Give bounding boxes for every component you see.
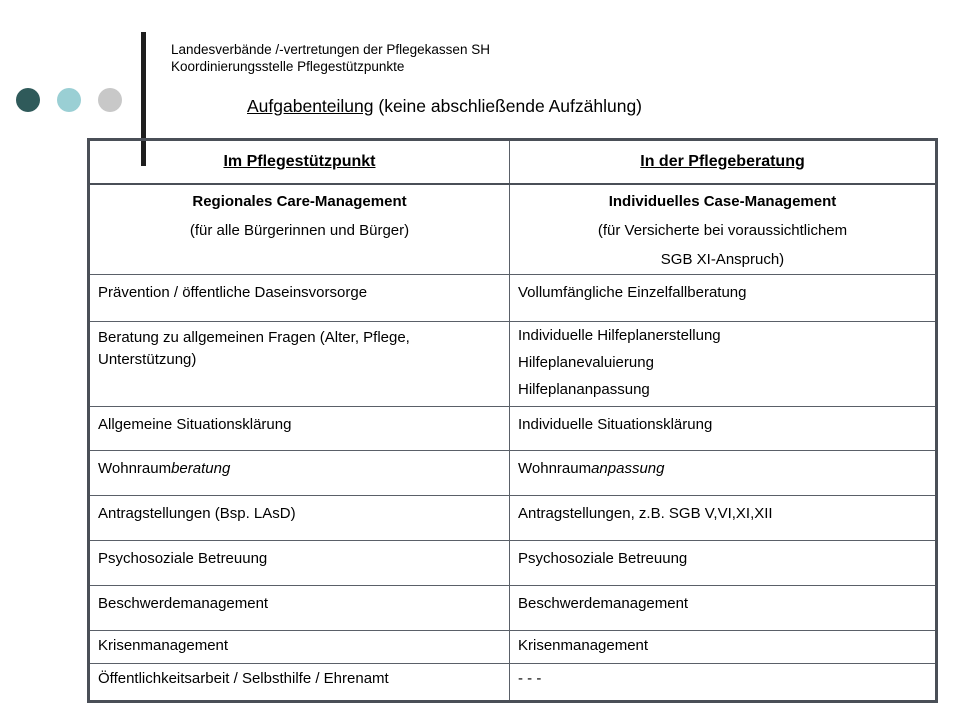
table-cell xyxy=(89,586,510,631)
cell-care-management xyxy=(89,184,510,275)
table-header-row xyxy=(89,140,937,185)
table-cell xyxy=(89,407,510,451)
cell-subtitle: (für alle Bürgerinnen und Bürger) xyxy=(189,222,410,239)
table-row xyxy=(89,586,937,631)
cell-text: Psychosoziale Betreuung xyxy=(98,550,268,567)
table-cell xyxy=(510,322,937,407)
cell-text: Antragstellungen, z.B. SGB V,VI,XI,XII xyxy=(518,505,773,522)
table-row xyxy=(89,322,937,407)
table-cell xyxy=(510,541,937,586)
cell-text-italic: anpassung xyxy=(591,460,665,477)
task-division-table xyxy=(87,138,938,703)
org-line-1: Landesverbände /-vertretungen der Pflegekassen SH xyxy=(171,42,490,57)
cell-text: Prävention / öffentliche Daseinsvorsorge xyxy=(98,284,368,301)
cell-text: Krisenmanagement xyxy=(518,637,649,654)
table-cell xyxy=(510,496,937,541)
title-underlined: Aufgabenteilung xyxy=(247,96,374,116)
cell-text: Wohnraum xyxy=(518,460,592,477)
table-cell xyxy=(89,631,510,664)
cell-text: Unterstützung) xyxy=(98,351,197,368)
cell-text: Beschwerdemanagement xyxy=(98,595,269,612)
decor-dot-gray xyxy=(98,88,122,112)
table-row xyxy=(89,407,937,451)
cell-case-management xyxy=(510,184,937,275)
table-cell xyxy=(89,275,510,322)
cell-text-italic: beratung xyxy=(171,460,231,477)
col-header-pflegestuetzpunkt: Im Pflegestützpunkt xyxy=(89,140,510,185)
table-cell xyxy=(89,541,510,586)
cell-subtitle: SGB XI-Anspruch) xyxy=(660,251,785,268)
table-cell xyxy=(89,496,510,541)
cell-text: Krisenmanagement xyxy=(98,637,229,654)
cell-title: Regionales Care-Management xyxy=(192,193,407,210)
table-row xyxy=(89,275,937,322)
table-cell xyxy=(510,631,937,664)
cell-text: Antragstellungen (Bsp. LAsD) xyxy=(98,505,296,522)
table-cell xyxy=(89,322,510,407)
cell-text: - - - xyxy=(518,670,542,687)
table-cell xyxy=(510,451,937,496)
table-row xyxy=(89,184,937,275)
cell-subtitle: (für Versicherte bei voraussichtlichem xyxy=(597,222,848,239)
table-cell xyxy=(510,275,937,322)
organization-header xyxy=(171,41,490,75)
table-cell xyxy=(510,586,937,631)
cell-text: Öffentlichkeitsarbeit / Selbsthilfe / Ehrenamt xyxy=(98,670,389,687)
table-row xyxy=(89,541,937,586)
org-line-2: Koordinierungsstelle Pflegestützpunkte xyxy=(171,59,405,74)
cell-text: Beschwerdemanagement xyxy=(518,595,689,612)
table-row xyxy=(89,664,937,702)
cell-text: Wohnraum xyxy=(98,460,172,477)
cell-text: Hilfeplanevaluierung xyxy=(518,354,654,371)
cell-text: Psychosoziale Betreuung xyxy=(518,550,688,567)
table-cell xyxy=(89,451,510,496)
title-rest: (keine abschließende Aufzählung) xyxy=(373,96,643,116)
cell-text: Allgemeine Situationsklärung xyxy=(98,416,292,433)
cell-text: Individuelle Situationsklärung xyxy=(518,416,713,433)
cell-text: Vollumfängliche Einzelfallberatung xyxy=(518,284,747,301)
cell-text: Beratung zu allgemeinen Fragen (Alter, Pflege, xyxy=(98,329,410,346)
decor-dot-teal xyxy=(57,88,81,112)
cell-text: Individuelle Hilfeplanerstellung xyxy=(518,327,721,344)
slide-title xyxy=(247,96,642,117)
cell-title: Individuelles Case-Management xyxy=(608,193,837,210)
table-cell xyxy=(89,664,510,702)
cell-text: Hilfeplananpassung xyxy=(518,381,650,398)
table-cell xyxy=(510,407,937,451)
table-row xyxy=(89,451,937,496)
table-cell xyxy=(510,664,937,702)
table-row xyxy=(89,631,937,664)
col-header-pflegeberatung: In der Pflegeberatung xyxy=(510,140,937,185)
decor-dot-dark xyxy=(16,88,40,112)
table-row xyxy=(89,496,937,541)
